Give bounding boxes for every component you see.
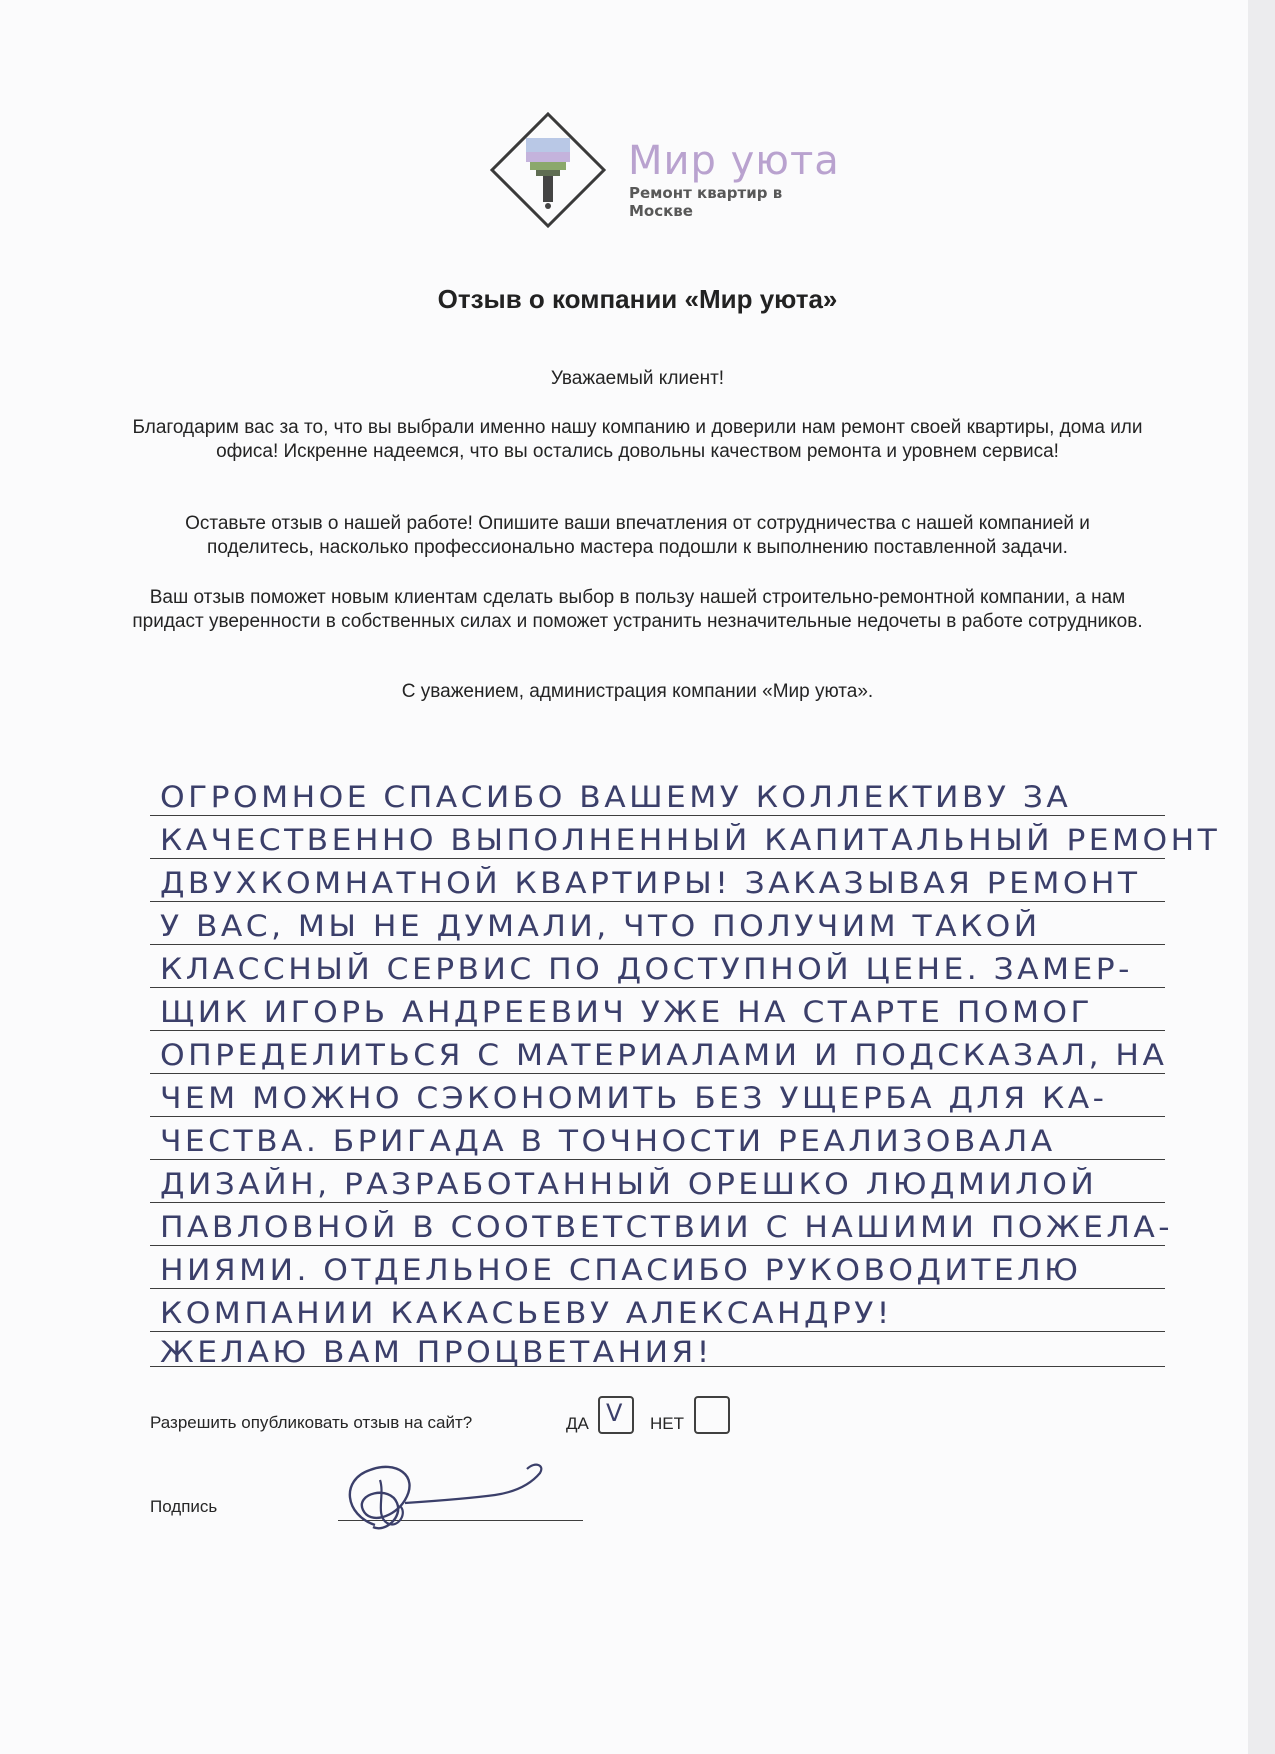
paragraph-request: Оставьте отзыв о нашей работе! Опишите ваши впечатления от сотрудничества с нашей компанией и поделитесь, насколько профессионально мастера подошли к выполнению поставленной задачи.: [185, 513, 1090, 558]
closing: С уважением, администрация компании «Мир уюта».: [401, 681, 874, 702]
review-line: ДИЗАЙН, РАЗРАБОТАННЫЙ ОРЕШКО ЛЮДМИЛОЙ: [160, 1167, 1098, 1201]
brand-tagline: Ремонт квартир в Москве: [629, 184, 783, 220]
ruled-line: [150, 1288, 1165, 1289]
review-line: ЧЕСТВА. БРИГАДА В ТОЧНОСТИ РЕАЛИЗОВАЛА: [160, 1124, 1056, 1158]
review-line: КЛАССНЫЙ СЕРВИС ПО ДОСТУПНОЙ ЦЕНЕ. ЗАМЕР-: [160, 952, 1133, 986]
paragraph-thanks: Благодарим вас за то, что вы выбрали именно нашу компанию и доверили нам ремонт своей квартиры, дома или офиса! Искренне надеемся, что вы остались довольны качеством ремонта и уровнем сервиса!: [132, 417, 1143, 462]
ruled-line: [150, 815, 1165, 816]
yes-label: ДА: [566, 1414, 589, 1433]
signature-label: Подпись: [150, 1497, 218, 1516]
ruled-line: [150, 858, 1165, 859]
review-line: У ВАС, МЫ НЕ ДУМАЛИ, ЧТО ПОЛУЧИМ ТАКОЙ: [160, 909, 1041, 943]
ruled-line: [150, 1202, 1165, 1203]
ruled-line: [150, 901, 1165, 902]
review-line: ОПРЕДЕЛИТЬСЯ С МАТЕРИАЛАМИ И ПОДСКАЗАЛ, НА: [160, 1038, 1168, 1072]
ruled-line: [150, 1073, 1165, 1074]
review-line: ОГРОМНОЕ СПАСИБО ВАШЕМУ КОЛЛЕКТИВУ ЗА: [160, 780, 1072, 814]
paint-brush-diamond-icon: [490, 112, 606, 228]
review-line: ПАВЛОВНОЙ В СООТВЕТСТВИИ С НАШИМИ ПОЖЕЛА-: [160, 1210, 1174, 1244]
review-line: КОМПАНИИ КАКАСЬЕВУ АЛЕКСАНДРУ!: [160, 1296, 893, 1330]
review-line: КАЧЕСТВЕННО ВЫПОЛНЕННЫЙ КАПИТАЛЬНЫЙ РЕМОНТ: [160, 823, 1221, 857]
greeting: Уважаемый клиент!: [550, 368, 725, 389]
review-line: ЩИК ИГОРЬ АНДРЕЕВИЧ УЖЕ НА СТАРТЕ ПОМОГ: [160, 995, 1094, 1029]
paragraph-benefit: Ваш отзыв поможет новым клиентам сделать выбор в пользу нашей строительно-ремонтной компании, а нам придаст уверенности в собственных силах и поможет устранить незначительные недочеты в работе сотрудников.: [132, 587, 1143, 632]
no-label: НЕТ: [650, 1414, 684, 1433]
ruled-line: [150, 1331, 1165, 1332]
page-title: Отзыв о компании «Мир уюта»: [437, 284, 838, 314]
ruled-line: [150, 987, 1165, 988]
ruled-line: [150, 1116, 1165, 1117]
ruled-line: [150, 1245, 1165, 1246]
ruled-line: [150, 1159, 1165, 1160]
company-logo: [490, 112, 850, 228]
check-mark: V: [606, 1399, 623, 1427]
ruled-line: [150, 944, 1165, 945]
no-checkbox[interactable]: [694, 1396, 730, 1434]
review-line: ДВУХКОМНАТНОЙ КВАРТИРЫ! ЗАКАЗЫВАЯ РЕМОНТ: [160, 866, 1141, 900]
ruled-line: [150, 1030, 1165, 1031]
review-line: НИЯМИ. ОТДЕЛЬНОЕ СПАСИБО РУКОВОДИТЕЛЮ: [160, 1253, 1082, 1287]
yes-checkbox[interactable]: [598, 1396, 634, 1434]
review-line: ЖЕЛАЮ ВАМ ПРОЦВЕТАНИЯ!: [160, 1335, 713, 1369]
signature-scribble: [335, 1455, 565, 1540]
brand-name: Мир уюта: [628, 138, 840, 184]
publish-question: Разрешить опубликовать отзыв на сайт?: [150, 1413, 473, 1432]
review-line: ЧЕМ МОЖНО СЭКОНОМИТЬ БЕЗ УЩЕРБА ДЛЯ КА-: [160, 1081, 1108, 1115]
